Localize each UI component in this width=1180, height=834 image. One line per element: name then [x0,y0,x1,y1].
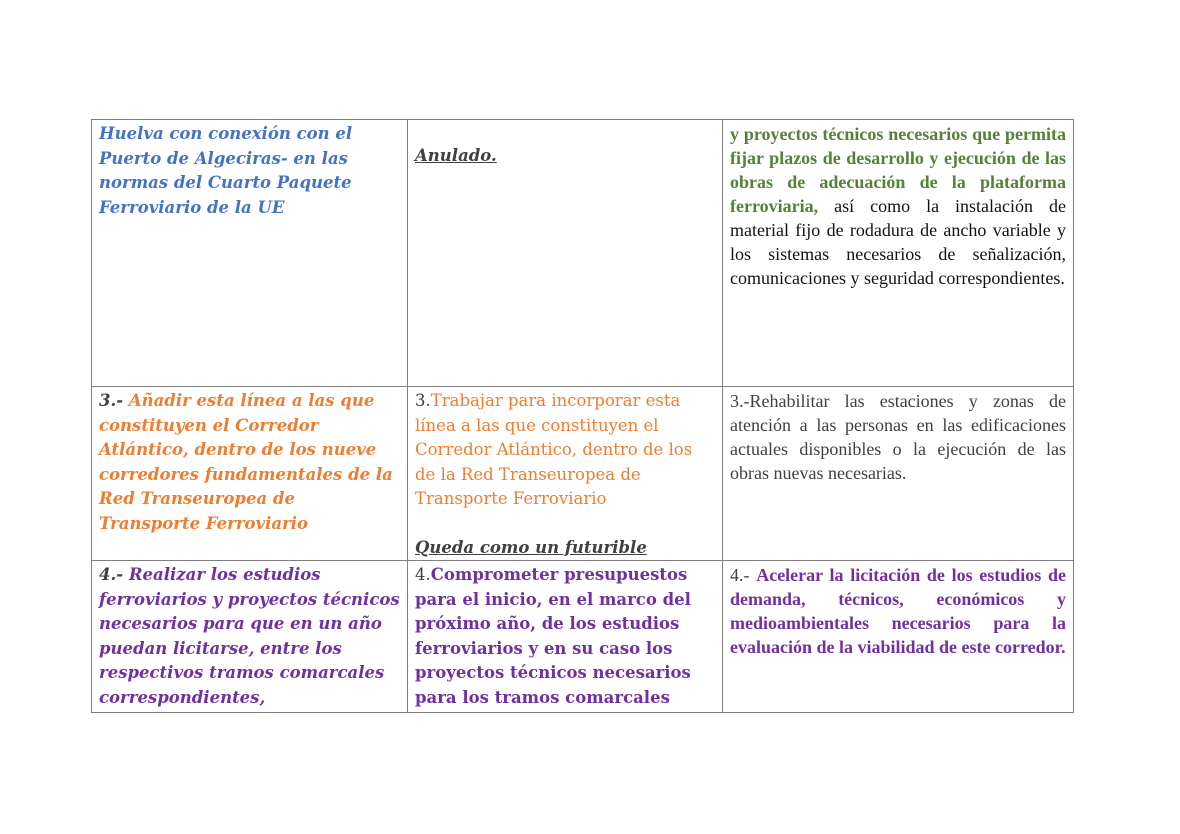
cell-proposal [92,120,408,387]
table-row [92,561,1074,713]
action-text: 3.-Rehabilitar las estaciones y zonas de atención a las personas en las edificaciones actuales disponibles o la ejecución de las obras nuevas necesarias. [730,391,1066,483]
table-row [92,387,1074,561]
proposal-text: Añadir esta línea a las que constituyen el Corredor Atlántico, dentro de los nueve corredores fundamentales de la Red Transeuropea de Transporte Ferroviario [99,391,393,533]
action-paragraph [730,563,1066,659]
cell-proposal [92,561,408,713]
cell-response [408,387,723,561]
cell-action [723,120,1074,387]
status-note: Anulado. [415,146,497,165]
proposal-text: Huelva con conexión con el Puerto de Algeciras- en las normas del Cuarto Paquete Ferroviario de la UE [99,124,353,217]
proposal-text: Realizar los estudios ferroviarios y proyectos técnicos necesarios para que en un año puedan licitarse, entre los respectivos tramos comarcales correspondientes, [99,565,400,707]
item-number: 3.- [99,391,124,410]
item-number: 4.- [99,565,124,584]
proposal-paragraph [99,389,400,536]
response-paragraph [415,389,715,512]
table-row [92,120,1074,387]
cell-action [723,387,1074,561]
item-number: 3. [415,391,431,410]
item-number: 4.- [730,565,757,585]
cell-response [408,120,723,387]
item-number: 4. [415,565,431,584]
action-paragraph [730,122,1066,290]
response-paragraph [415,563,715,710]
response-text: Comprometer presupuestos para el inicio, en el marco del próximo año, de los estudios ferroviarios y en su caso los proyectos técnicos necesarios para los tramos comarcales [415,565,691,707]
cell-proposal [92,387,408,561]
proposal-paragraph [99,563,400,710]
cell-response [408,561,723,713]
action-text: así como la instalación de material fijo de rodadura de ancho variable y los sistemas necesarios de señalización, comunicaciones y seguridad correspondientes. [730,196,1066,288]
cell-action [723,561,1074,713]
action-text: Acelerar la licitación de los estudios de demanda, técnicos, económicos y medioambientales necesarios para la evaluación de la viabilidad de este corredor. [730,565,1066,657]
response-text: Trabajar para incorporar esta línea a las que constituyen el Corredor Atlántico, dentro de los de la Red Transeuropea de Transporte Ferroviario [415,391,693,508]
action-highlight: y proyectos técnicos necesarios que permita fijar plazos de desarrollo y ejecución de las obras de adecuación de la plataforma ferroviaria, [730,124,1066,216]
comparison-table [91,119,1074,713]
status-note: Queda como un futurible [415,537,647,557]
